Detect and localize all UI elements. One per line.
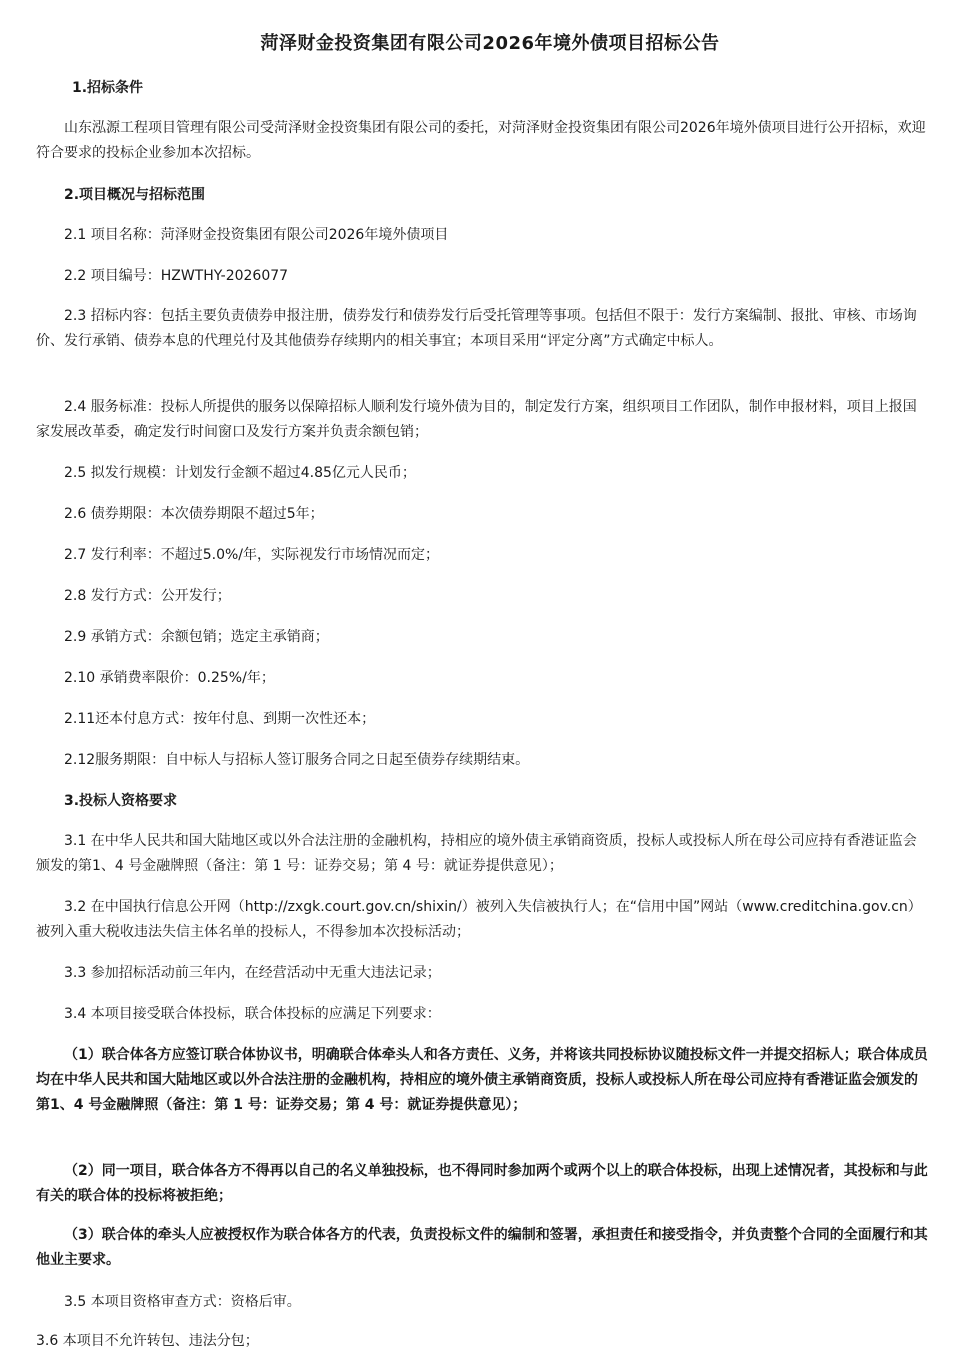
item-3-4-clause-2: （2）同一项目，联合体各方不得再以自己的名义单独投标，也不得同时参加两个或两个以上的联合体投标，出现上述情况者，其投标和与此有关的联合体的投标将被拒绝； (36, 1163, 928, 1204)
item-2-11: 2.11还本付息方式：按年付息、到期一次性还本； (64, 711, 376, 727)
item-2-9: 2.9 承销方式：余额包销；选定主承销商； (64, 629, 329, 645)
section-3-heading: 3.投标人资格要求 (64, 793, 178, 809)
document-title: 菏泽财金投资集团有限公司2026年境外债项目招标公告 (260, 33, 720, 54)
item-2-10: 2.10 承销费率限价：0.25%/年； (64, 670, 275, 686)
item-3-6: 3.6 本项目不允许转包、违法分包； (36, 1333, 259, 1349)
item-3-5: 3.5 本项目资格审查方式：资格后审。 (64, 1294, 301, 1310)
item-2-12: 2.12服务期限：自中标人与招标人签订服务合同之日起至债券存续期结束。 (64, 752, 530, 768)
item-3-3: 3.3 参加招标活动前三年内，在经营活动中无重大违法记录； (64, 965, 441, 981)
item-2-1: 2.1 项目名称：菏泽财金投资集团有限公司2026年境外债项目 (64, 227, 449, 243)
item-3-1: 3.1 在中华人民共和国大陆地区或以外合法注册的金融机构，持相应的境外债主承销商资质，投标人或投标人所在母公司应持有香港证监会颁发的第1、4 号金融牌照（备注：第 1 号：证券交易；第 4 号：就证券提供意见）； (36, 833, 917, 874)
item-3-4-clause-1: （1）联合体各方应签订联合体协议书，明确联合体牵头人和各方责任、义务，并将该共同投标协议随投标文件一并提交招标人；联合体成员均在中华人民共和国大陆地区或以外合法注册的金融机构，持相应的境外债主承销商资质，投标人或投标人所在母公司应持有香港证监会颁发的第1、4 号金融牌照（备注：第 1 号：证券交易；第 4 号：就证券提供意见）； (36, 1047, 928, 1113)
item-2-6: 2.6 债券期限：本次债券期限不超过5年； (64, 506, 324, 522)
item-2-4: 2.4 服务标准：投标人所提供的服务以保障招标人顺利发行境外债为目的，制定发行方案，组织项目工作团队，制作申报材料，项目上报国家发展改革委，确定发行时间窗口及发行方案并负责余额包销； (36, 399, 917, 440)
section-1-heading: 1.招标条件 (72, 80, 144, 96)
item-2-8: 2.8 发行方式：公开发行； (64, 588, 231, 604)
section-2-heading: 2.项目概况与招标范围 (64, 187, 206, 203)
item-3-4-clause-3: （3）联合体的牵头人应被授权作为联合体各方的代表，负责投标文件的编制和签署，承担责任和接受指令，并负责整个合同的全面履行和其他业主要求。 (36, 1227, 928, 1268)
item-2-7: 2.7 发行利率：不超过5.0%/年，实际视发行市场情况而定； (64, 547, 439, 563)
item-2-5: 2.5 拟发行规模：计划发行金额不超过4.85亿元人民币； (64, 465, 416, 481)
item-2-2: 2.2 项目编号：HZWTHY-2026077 (64, 268, 289, 284)
item-3-2: 3.2 在中国执行信息公开网（http://zxgk.court.gov.cn/shixin/）被列入失信被执行人；在“信用中国”网站（www.creditchina.gov.cn）被列入重大税收违法失信主体名单的投标人，不得参加本次投标活动； (36, 899, 922, 940)
section-1-paragraph: 山东泓源工程项目管理有限公司受菏泽财金投资集团有限公司的委托，对菏泽财金投资集团有限公司2026年境外债项目进行公开招标，欢迎符合要求的投标企业参加本次招标。 (36, 120, 926, 161)
item-3-4: 3.4 本项目接受联合体投标，联合体投标的应满足下列要求： (64, 1006, 441, 1022)
item-2-3: 2.3 招标内容：包括主要负责债券申报注册，债券发行和债券发行后受托管理等事项。包括但不限于：发行方案编制、报批、审核、市场询价、发行承销、债券本息的代理兑付及其他债券存续期内的相关事宜；本项目采用“评定分离”方式确定中标人。 (36, 308, 917, 349)
